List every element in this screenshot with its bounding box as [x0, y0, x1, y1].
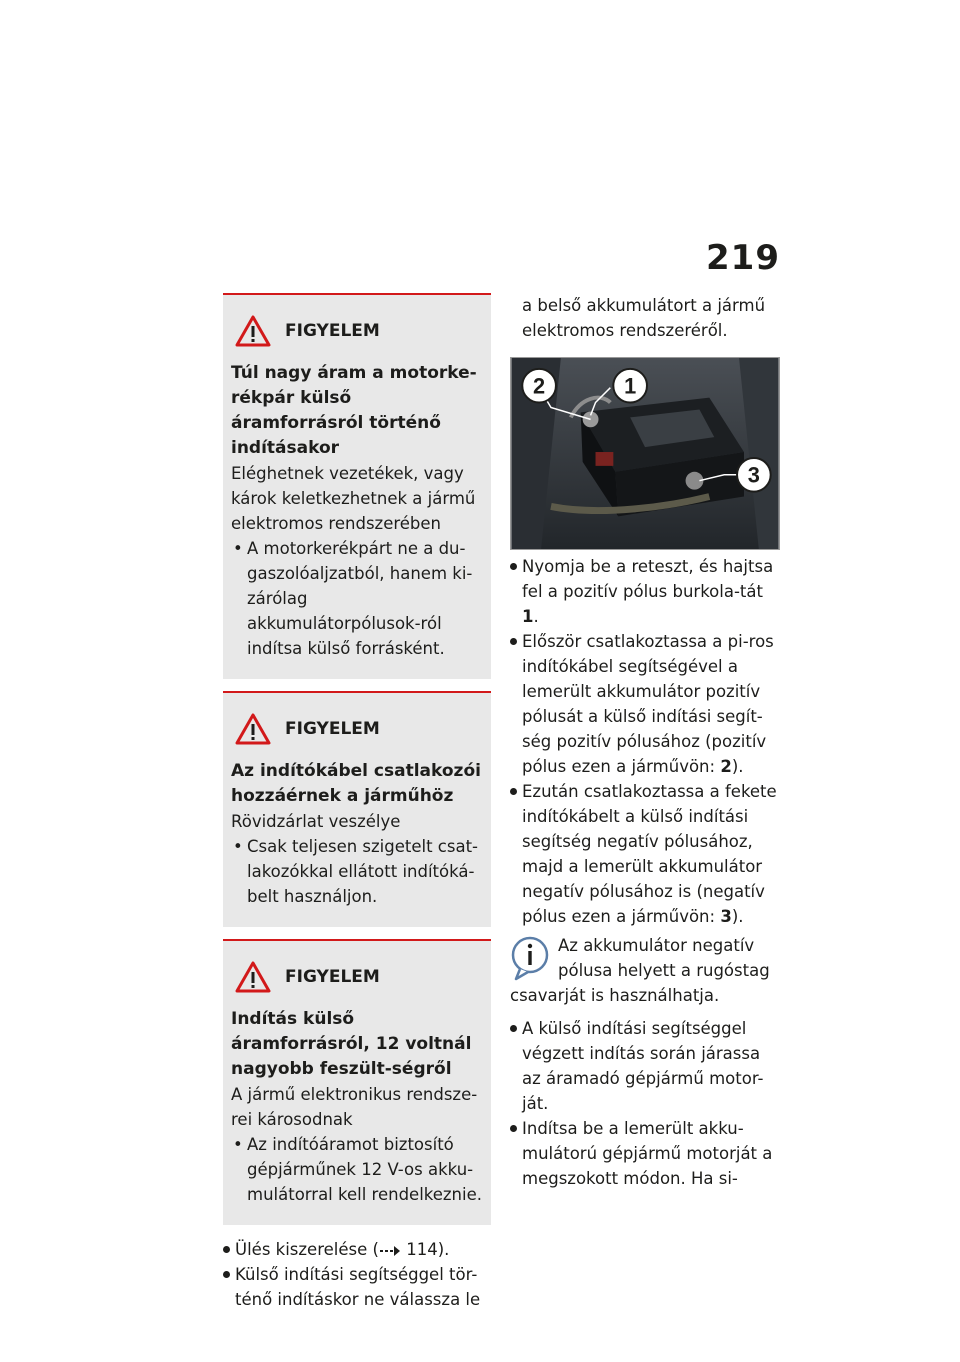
warning-label: FIGYELEM — [285, 719, 380, 739]
warning-box-3 — [223, 939, 491, 1225]
step-connect-negative — [510, 779, 780, 929]
warning-title: Az indítókábel csatlakozói hozzáérnek a járműhöz — [231, 761, 481, 806]
page-reference-arrow-icon[interactable] — [379, 1245, 401, 1257]
svg-text:3: 3 — [747, 462, 760, 488]
warning-bullets — [231, 1132, 485, 1207]
step-ref: 2 — [720, 757, 732, 776]
warning-triangle-icon — [235, 315, 271, 347]
warning-text: Eléghetnek vezetékek, vagy károk keletkezhetnek a jármű elektromos rendszerében — [231, 464, 476, 533]
warning-triangle-icon — [235, 713, 271, 745]
step-ref: 3 — [720, 907, 732, 926]
battery-photo — [510, 357, 780, 550]
photo-label-3 — [737, 458, 771, 492]
right-steps-2 — [510, 1016, 780, 1191]
warning-triangle-icon — [235, 961, 271, 993]
photo-label-2 — [522, 369, 556, 403]
warning-text: A jármű elektronikus rendsze-rei károsodnak — [231, 1085, 478, 1129]
step-open-cover — [510, 554, 780, 629]
step-text: Először csatlakoztassa a pi-ros indítókábel segítségével a lemerült akkumulátor pozitív pólusát a külső indítási segít-ség pozitív pólusához (pozitív pólus ezen a járművön: — [522, 632, 774, 776]
step-end: ). — [731, 757, 744, 776]
step-ref: 1 — [522, 607, 534, 626]
warning-bullets — [231, 834, 485, 909]
info-icon — [510, 935, 550, 981]
continuation-text: a belső akkumulátort a jármű elektromos rendszeréről. — [522, 296, 766, 340]
step-end: ). — [731, 907, 744, 926]
warning-header — [231, 961, 485, 993]
step-run-engine: A külső indítási segítséggel végzett indítás során járassa az áramadó gépjármű motor-ját. — [510, 1016, 780, 1116]
info-note — [510, 933, 780, 1008]
page-number: 219 — [706, 238, 780, 278]
left-steps — [223, 1237, 491, 1312]
info-text: Az akkumulátor negatív pólusa helyett a rugóstag csavarját is használhatja. — [510, 936, 770, 1005]
step-remove-seat — [223, 1237, 491, 1262]
warning-bullets — [231, 536, 485, 661]
step-end: . — [533, 607, 539, 626]
warning-box-2 — [223, 691, 491, 927]
warning-header — [231, 713, 485, 745]
step-connect-positive — [510, 629, 780, 779]
step-text: Ezután csatlakoztassa a fekete indítókábelt a külső indítási segítség negatív pólusához, majd a lemerült akkumulátor negatív pólusához is (negatív pólus ezen a járművön: — [522, 782, 777, 926]
right-steps — [510, 554, 780, 929]
step-external-start: Külső indítási segítséggel tör-ténő indításkor ne válassza le — [223, 1262, 491, 1312]
svg-text:2: 2 — [533, 373, 546, 399]
page-reference[interactable]: 114). — [400, 1240, 450, 1259]
svg-text:1: 1 — [624, 373, 637, 399]
left-column — [223, 293, 491, 1312]
warning-label: FIGYELEM — [285, 321, 380, 341]
warning-bullet: • Csak teljesen szigetelt csat-lakozókkal ellátott indítóká-belt használjon. — [231, 834, 485, 909]
warning-title: Túl nagy áram a motorke-rékpár külső áramforrásról történő indításakor — [231, 363, 477, 458]
photo-label-1 — [613, 369, 647, 403]
warning-text: Rövidzárlat veszélye — [231, 812, 401, 831]
step-text: Nyomja be a reteszt, és hajtsa fel a pozitív pólus burkola-tát — [522, 557, 774, 601]
warning-title: Indítás külső áramforrásról, 12 voltnál nagyobb feszült-ségről — [231, 1009, 472, 1079]
step-text: Ülés kiszerelése ( — [235, 1240, 379, 1259]
warning-bullet: • A motorkerékpárt ne a du-gaszolóaljzatból, hanem ki-zárólag akkumulátorpólusok-ról indítsa külső forrásként. — [231, 536, 485, 661]
warning-label: FIGYELEM — [285, 967, 380, 987]
warning-bullet: • Az indítóáramot biztosító gépjárműnek 12 V-os akku-mulátorral kell rendelkeznie. — [231, 1132, 485, 1207]
warning-header — [231, 315, 485, 347]
right-column — [510, 293, 780, 1191]
step-start-engine: Indítsa be a lemerült akku-mulátorú gépjármű motorját a megszokott módon. Ha si- — [510, 1116, 780, 1191]
warning-box-1 — [223, 293, 491, 679]
